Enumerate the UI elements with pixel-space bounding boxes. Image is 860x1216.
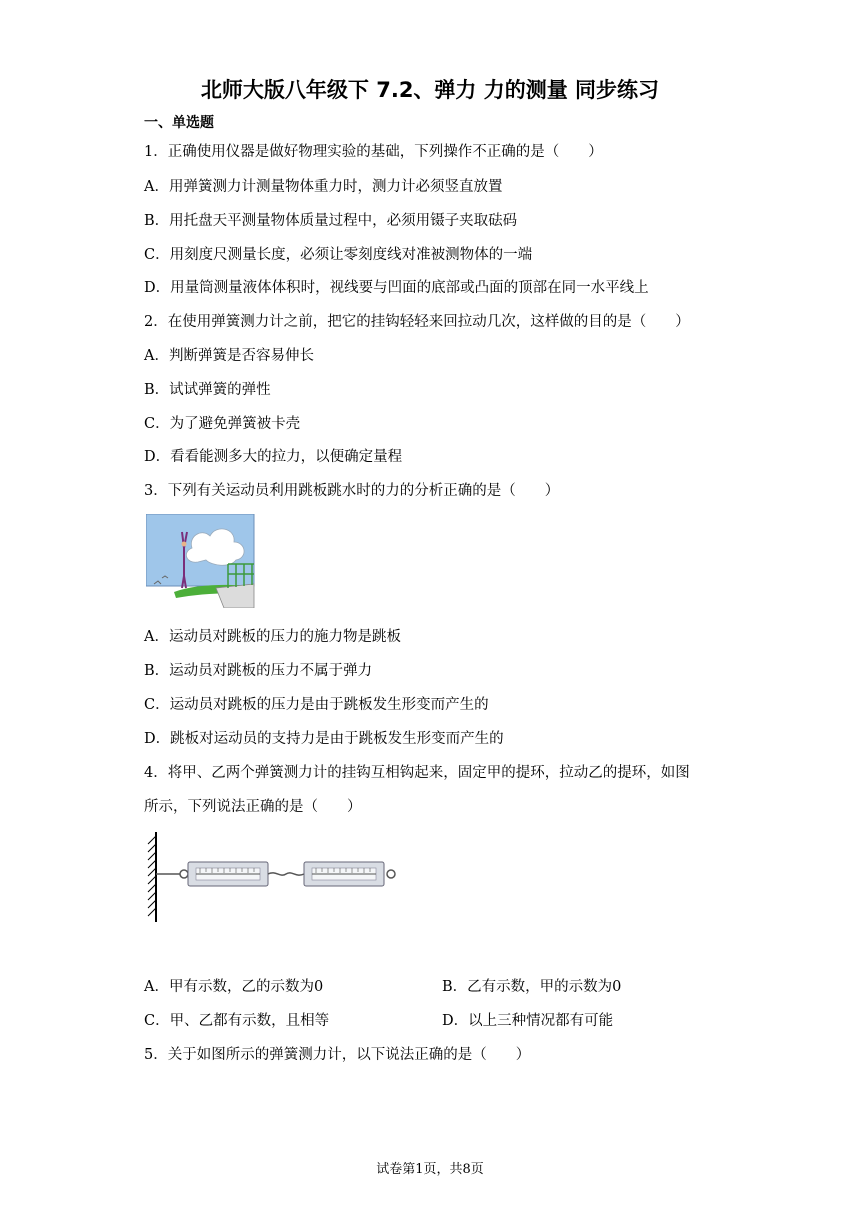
question-1-option-b: B．用托盘天平测量物体质量过程中，必须用镊子夹取砝码	[144, 213, 518, 229]
question-2-option-b: B．试试弹簧的弹性	[144, 382, 271, 398]
question-1-stem: 1．正确使用仪器是做好物理实验的基础，下列操作不正确的是（ ）	[144, 144, 603, 160]
question-4-option-a: A．甲有示数，乙的示数为0	[144, 979, 324, 995]
question-2-option-c: C．为了避免弹簧被卡壳	[144, 416, 301, 432]
section-heading: 一、单选题	[144, 115, 214, 131]
diving-board-figure	[146, 514, 256, 608]
question-3-option-d: D．跳板对运动员的支持力是由于跳板发生形变而产生的	[144, 731, 504, 747]
question-1-option-c: C．用刻度尺测量长度，必须让零刻度线对准被测物体的一端	[144, 247, 533, 263]
question-4-option-b: B．乙有示数，甲的示数为0	[442, 979, 622, 995]
question-2-option-d: D．看看能测多大的拉力，以便确定量程	[144, 449, 403, 465]
page-title: 北师大版八年级下 7.2、弹力 力的测量 同步练习	[200, 78, 660, 102]
question-1-option-d: D．用量筒测量液体体积时，视线要与凹面的底部或凸面的顶部在同一水平线上	[144, 280, 649, 296]
question-4-stem-line-1: 4．将甲、乙两个弹簧测力计的挂钩互相钩起来，固定甲的提环，拉动乙的提环，如图	[144, 765, 690, 781]
page-footer: 试卷第1页，共8页	[376, 1162, 484, 1177]
question-4-stem-line-2: 所示，下列说法正确的是（ ）	[144, 799, 362, 815]
question-3-stem: 3．下列有关运动员利用跳板跳水时的力的分析正确的是（ ）	[144, 483, 560, 499]
question-3-option-b: B．运动员对跳板的压力不属于弹力	[144, 663, 373, 679]
spring-scales-figure	[146, 830, 406, 925]
question-1-option-a: A．用弹簧测力计测量物体重力时，测力计必须竖直放置	[144, 179, 503, 195]
question-2-option-a: A．判断弹簧是否容易伸长	[144, 348, 314, 364]
question-5-stem: 5．关于如图所示的弹簧测力计，以下说法正确的是（ ）	[144, 1047, 531, 1063]
question-4-option-d: D．以上三种情况都有可能	[442, 1013, 614, 1029]
question-3-option-a: A．运动员对跳板的压力的施力物是跳板	[144, 629, 401, 645]
question-2-stem: 2．在使用弹簧测力计之前，把它的挂钩轻轻来回拉动几次，这样做的目的是（ ）	[144, 314, 690, 330]
question-3-option-c: C．运动员对跳板的压力是由于跳板发生形变而产生的	[144, 697, 489, 713]
question-4-option-c: C．甲、乙都有示数，且相等	[144, 1013, 330, 1029]
